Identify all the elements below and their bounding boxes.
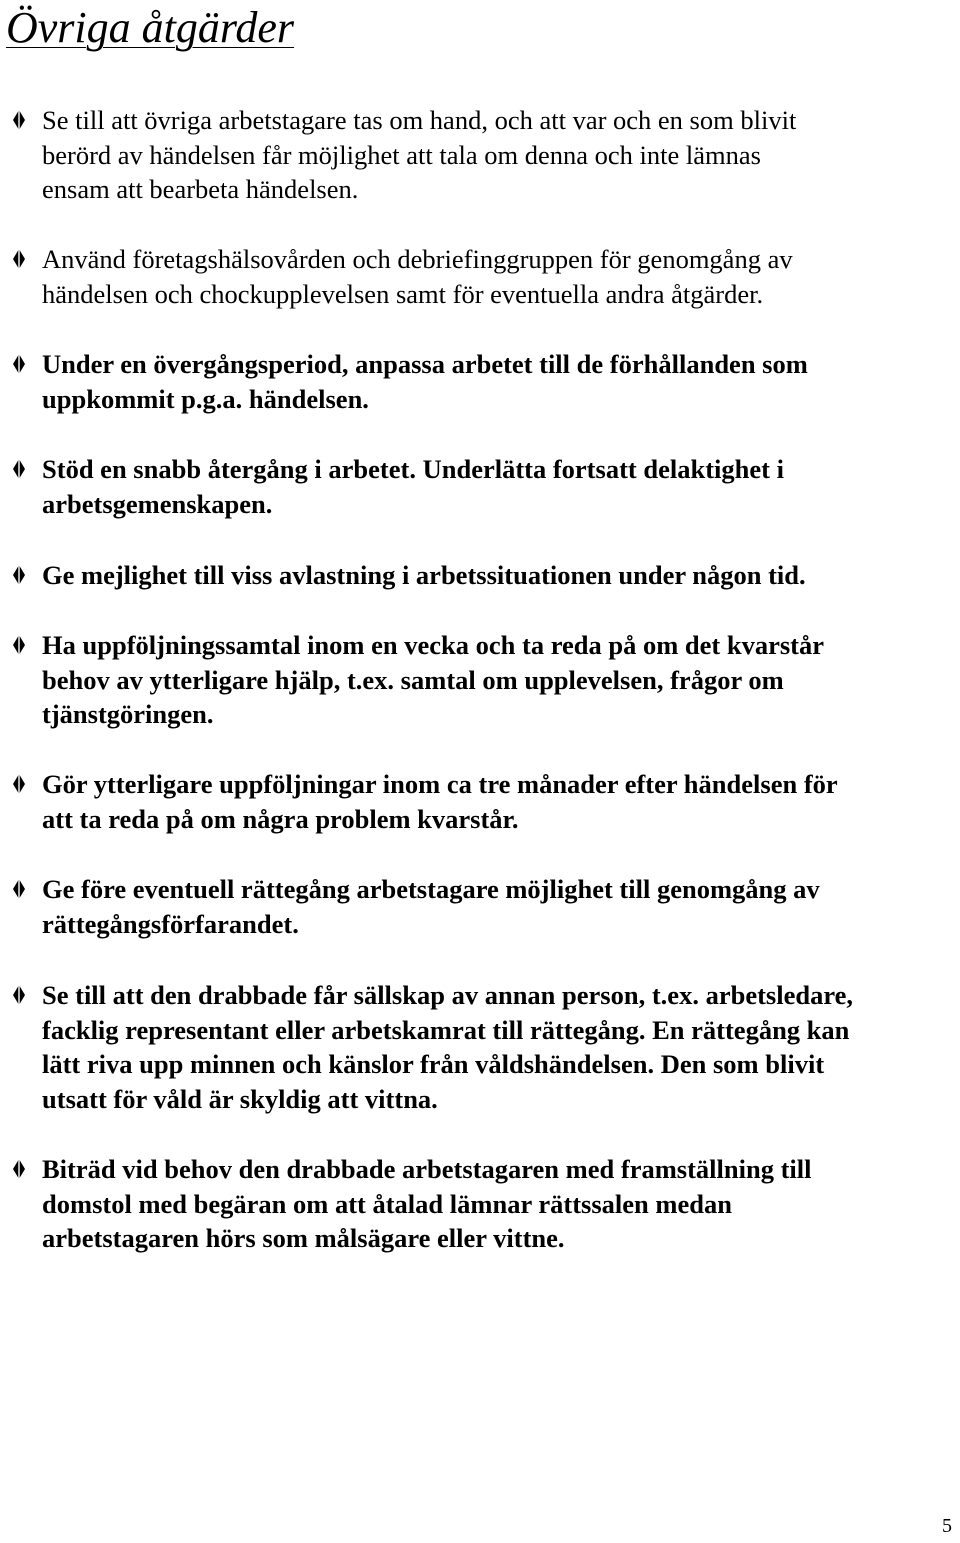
list-item-line: berörd av händelsen får möjlighet att tala om denna och inte lämnas	[42, 139, 761, 170]
list-item-text	[42, 558, 952, 593]
diamond-bullet-icon	[12, 774, 26, 794]
list-item-line: uppkommit p.g.a. händelsen.	[42, 383, 369, 414]
list-item-line: att ta reda på om några problem kvarstår.	[42, 803, 519, 834]
list-item-line: arbetstagaren hörs som målsägare eller vittne.	[42, 1223, 565, 1253]
diamond-bullet-icon	[12, 354, 26, 374]
diamond-bullet-icon	[12, 249, 26, 269]
list-item-text	[42, 978, 952, 1116]
list-item-text	[42, 872, 952, 941]
diamond-bullet-icon	[12, 565, 26, 585]
list-item-line: Biträd vid behov den drabbade arbetstagaren med framställning till	[42, 1154, 812, 1184]
list-item-line: arbetsgemenskapen.	[42, 488, 273, 519]
list-item-line: utsatt för våld är skyldig att vittna.	[42, 1083, 438, 1114]
list-item-text	[42, 242, 952, 311]
list-item-line: Ge mejlighet till viss avlastning i arbetssituationen under någon tid.	[42, 560, 806, 590]
list-item-line: lätt riva upp minnen och känslor från våldshändelsen. Den som blivit	[42, 1049, 825, 1079]
list-item-line: Ha uppföljningssamtal inom en vecka och ta reda på om det kvarstår	[42, 630, 825, 660]
page-title: Övriga åtgärder	[6, 3, 295, 52]
list-item-text	[42, 452, 952, 521]
diamond-bullet-icon	[12, 1159, 26, 1179]
list-item-line: Se till att den drabbade får sällskap av annan person, t.ex. arbetsledare,	[42, 980, 854, 1010]
list-item-line: facklig representant eller arbetskamrat till rättegång. En rättegång kan	[42, 1014, 850, 1045]
list-item-text	[42, 103, 952, 207]
list-item-line: behov av ytterligare hjälp, t.ex. samtal om upplevelsen, frågor om	[42, 664, 784, 695]
list-item-line: Ge före eventuell rättegång arbetstagare möjlighet till genomgång av	[42, 874, 820, 904]
list-item-line: tjänstgöringen.	[42, 699, 214, 729]
list-item-line: Stöd en snabb återgång i arbetet. Underlätta fortsatt delaktighet i	[42, 454, 784, 484]
list-item-line: Under en övergångsperiod, anpassa arbetet till de förhållanden som	[42, 349, 808, 379]
list-item-text	[42, 1152, 952, 1256]
list-item-line: Använd företagshälsovården och debriefinggruppen för genomgång av	[42, 244, 793, 274]
diamond-bullet-icon	[12, 110, 26, 130]
list-item-text	[42, 628, 952, 732]
list-item-line: Gör ytterligare uppföljningar inom ca tre månader efter händelsen för	[42, 769, 838, 799]
diamond-bullet-icon	[12, 635, 26, 655]
page-number: 5	[942, 1515, 952, 1537]
diamond-bullet-icon	[12, 985, 26, 1005]
diamond-bullet-icon	[12, 459, 26, 479]
list-item-line: händelsen och chockupplevelsen samt för eventuella andra åtgärder.	[42, 278, 764, 309]
list-item-line: rättegångsförfarandet.	[42, 908, 299, 939]
list-item-line: ensam att bearbeta händelsen.	[42, 174, 359, 204]
list-item-line: Se till att övriga arbetstagare tas om hand, och att var och en som blivit	[42, 105, 797, 135]
list-item-text	[42, 767, 952, 836]
diamond-bullet-icon	[12, 879, 26, 899]
list-item-line: domstol med begäran om att åtalad lämnar rättssalen medan	[42, 1188, 732, 1219]
list-item-text	[42, 347, 952, 416]
